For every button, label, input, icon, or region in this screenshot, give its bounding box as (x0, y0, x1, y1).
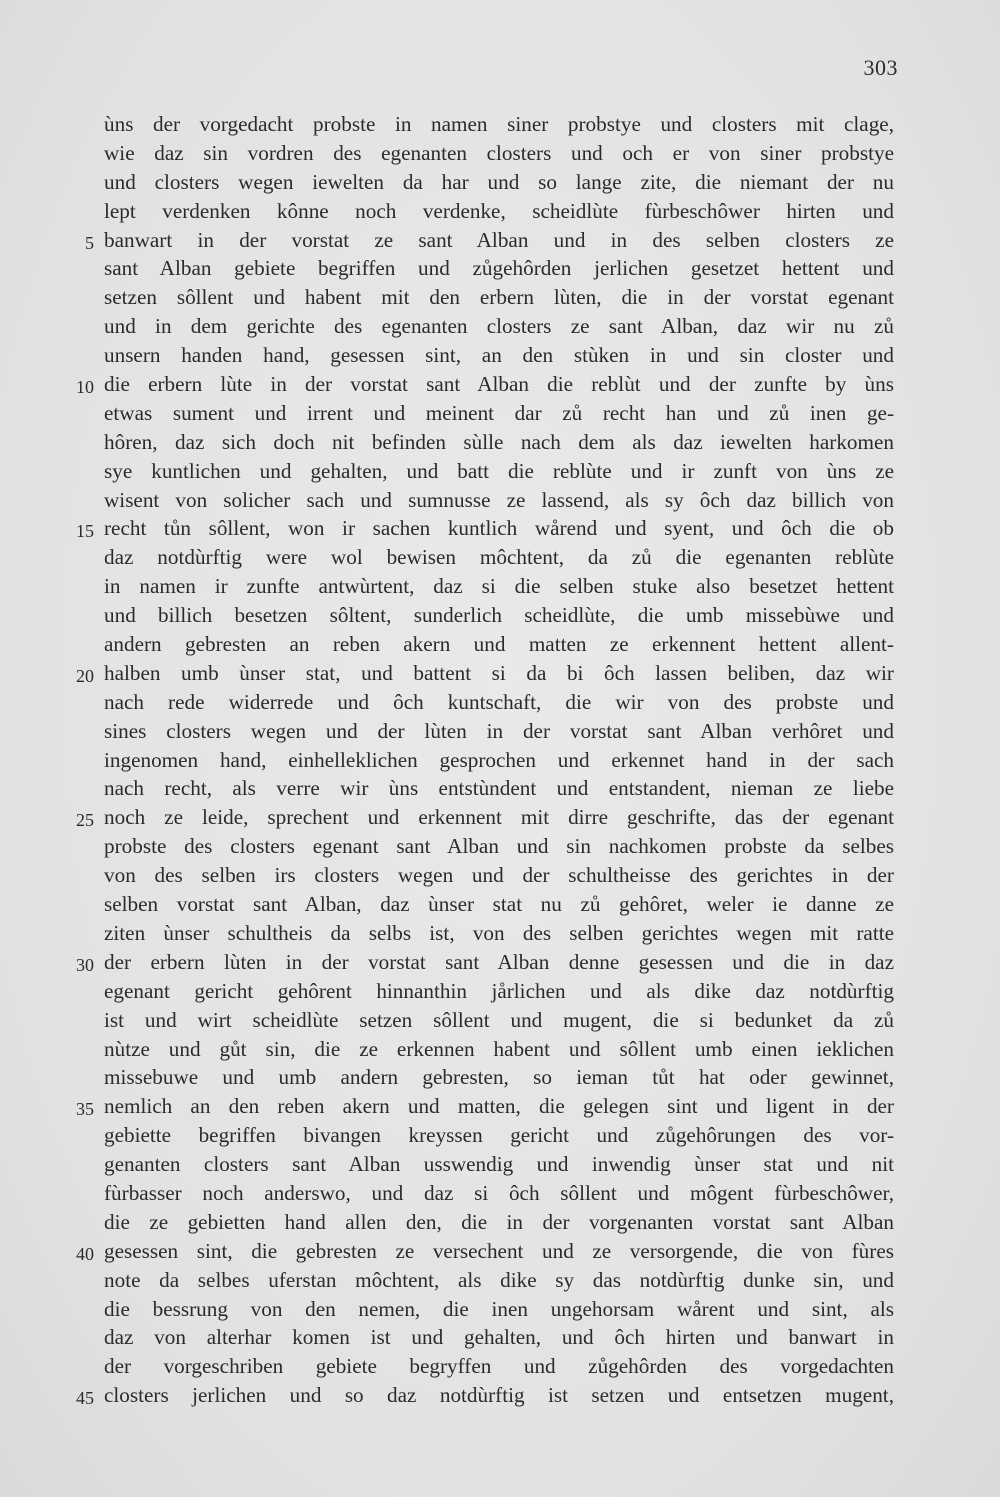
line-text: daz notdùrftig were wol bewisen môchtent, da zů die egenanten reblùte (104, 545, 894, 570)
text-line (0, 514, 1000, 543)
line-text: genanten closters sant Alban usswendig und inwendig ùnser stat und nit (104, 1152, 894, 1177)
line-text: probste des closters egenant sant Alban und sin nachkomen probste da selbes (104, 834, 894, 859)
text-line (0, 572, 1000, 601)
line-text: ùns der vorgedacht probste in namen siner probstye und closters mit clage, (104, 112, 894, 136)
line-text: sant Alban gebiete begriffen und zůgehôrden jerlichen gesetzet hettent und (104, 256, 894, 281)
line-text: daz von alterhar komen ist und gehalten, und ôch hirten und banwart in (104, 1325, 894, 1350)
page-number: 303 (863, 55, 898, 80)
line-text: die bessrung von den nemen, die inen ungehorsam wårent und sint, als (104, 1296, 894, 1321)
line-text: missebuwe und umb andern gebresten, so ieman tůt hat oder gewinnet, (104, 1065, 894, 1090)
line-text: nach rede widerrede und ôch kuntschaft, die wir von des probste und (104, 689, 894, 714)
text-line (0, 1179, 1000, 1208)
text-line (0, 139, 1000, 168)
text-line (0, 1035, 1000, 1064)
line-text: setzen sôllent und habent mit den erbern lùten, die in der vorstat egenant (104, 285, 894, 310)
text-line (0, 1208, 1000, 1237)
text-line (0, 254, 1000, 283)
line-text: die ze gebietten hand allen den, die in der vorgenanten vorstat sant Alban (104, 1209, 894, 1234)
line-text: wie daz sin vordren des egenanten closters und och er von siner probstye (104, 140, 894, 165)
line-text: fùrbasser noch anderswo, und daz si ôch sôllent und môgent fùrbeschôwer, (104, 1180, 894, 1205)
line-text: und billich besetzen sôltent, sunderlich scheidlùte, die umb missebùwe und (104, 603, 894, 628)
text-line (0, 370, 1000, 399)
text-line (0, 1237, 1000, 1266)
text-line (0, 1092, 1000, 1121)
line-number: 40 (76, 1243, 94, 1264)
line-number: 15 (76, 521, 94, 542)
line-text: banwart in der vorstat ze sant Alban und in des selben closters ze (104, 227, 894, 252)
text-line (0, 890, 1000, 919)
line-text: selben vorstat sant Alban, daz ùnser stat nu zů gehôret, weler ie danne ze (104, 892, 894, 917)
text-line (0, 110, 1000, 139)
line-text: und in dem gerichte des egenanten closters ze sant Alban, daz wir nu zů (104, 314, 894, 339)
text-line (0, 861, 1000, 890)
text-line (0, 1295, 1000, 1324)
text-line (0, 1006, 1000, 1035)
line-text: note da selbes uferstan môchtent, als dike sy das notdùrftig dunke sin, und (104, 1267, 894, 1292)
line-text: halben umb ùnser stat, und battent si da bi ôch lassen beliben, daz wir (104, 660, 894, 685)
text-line (0, 977, 1000, 1006)
line-text: noch ze leide, sprechent und erkennent mit dirre geschrifte, das der egenant (104, 805, 894, 830)
line-text: recht tůn sôllent, won ir sachen kuntlich wårend und syent, und ôch die ob (104, 516, 894, 541)
text-line (0, 659, 1000, 688)
text-line (0, 601, 1000, 630)
text-line (0, 1323, 1000, 1352)
text-line (0, 717, 1000, 746)
line-text: nach recht, als verre wir ùns entstùndent und entstandent, nieman ze liebe (104, 776, 894, 801)
text-line (0, 803, 1000, 832)
text-line (0, 399, 1000, 428)
line-number: 35 (76, 1099, 94, 1120)
line-text: sines closters wegen und der lùten in der vorstat sant Alban verhôret und (104, 718, 894, 743)
text-line (0, 1063, 1000, 1092)
text-line (0, 197, 1000, 226)
line-text: in namen ir zunfte antwùrtent, daz si die selben stuke also besetzet hettent (104, 574, 894, 599)
line-number: 10 (76, 377, 94, 398)
line-text: unsern handen hand, gesessen sint, an den stùken in und sin closter und (104, 343, 894, 368)
text-line (0, 457, 1000, 486)
line-text: closters jerlichen und so daz notdùrftig ist setzen und entsetzen mugent, (104, 1383, 894, 1408)
line-number: 45 (76, 1388, 94, 1409)
text-line (0, 1352, 1000, 1381)
line-number: 20 (76, 665, 94, 686)
line-text: von des selben irs closters wegen und der schultheisse des gerichtes in der (104, 863, 894, 888)
line-number: 30 (76, 954, 94, 975)
text-line (0, 1266, 1000, 1295)
text-line (0, 1150, 1000, 1179)
line-text: und closters wegen iewelten da har und so lange zite, die niemant der nu (104, 169, 894, 194)
line-text: wisent von solicher sach und sumnusse ze lassend, als sy ôch daz billich von (104, 487, 894, 512)
body-text (0, 110, 1000, 1410)
line-text: ziten ùnser schultheis da selbs ist, von des selben gerichtes wegen mit ratte (104, 920, 894, 945)
line-text: nemlich an den reben akern und matten, die gelegen sint und ligent in der (104, 1094, 894, 1119)
text-line (0, 428, 1000, 457)
line-text: ist und wirt scheidlùte setzen sôllent und mugent, die si bedunket da zů (104, 1007, 894, 1032)
line-text: gesessen sint, die gebresten ze versechent und ze versorgende, die von fùres (104, 1238, 894, 1263)
text-line (0, 630, 1000, 659)
text-line (0, 168, 1000, 197)
text-line (0, 283, 1000, 312)
line-number: 5 (85, 232, 94, 253)
line-text: nùtze und gůt sin, die ze erkennen habent und sôllent umb einen ieklichen (104, 1036, 894, 1061)
text-line (0, 832, 1000, 861)
text-line (0, 312, 1000, 341)
text-line (0, 746, 1000, 775)
text-line (0, 948, 1000, 977)
line-text: ingenomen hand, einhelleklichen gesprochen und erkennet hand in der sach (104, 747, 894, 772)
text-line (0, 1121, 1000, 1150)
text-line (0, 543, 1000, 572)
text-line (0, 919, 1000, 948)
text-line (0, 774, 1000, 803)
text-line (0, 486, 1000, 515)
line-text: die erbern lùte in der vorstat sant Alban die reblùt und der zunfte by ùns (104, 372, 894, 397)
line-text: der erbern lùten in der vorstat sant Alban denne gesessen und die in daz (104, 949, 894, 974)
line-number: 25 (76, 810, 94, 831)
text-line (0, 226, 1000, 255)
line-text: gebiette begriffen bivangen kreyssen gericht und zůgehôrungen des vor- (104, 1123, 894, 1148)
line-text: lept verdenken kônne noch verdenke, scheidlùte fùrbeschôwer hirten und (104, 198, 894, 223)
line-text: egenant gericht gehôrent hinnanthin jårlichen und als dike daz notdùrftig (104, 978, 894, 1003)
text-line (0, 688, 1000, 717)
line-text: etwas sument und irrent und meinent dar zů recht han und zů inen ge- (104, 400, 894, 425)
line-text: hôren, daz sich doch nit befinden sùlle nach dem als daz iewelten harkomen (104, 429, 894, 454)
text-line (0, 1381, 1000, 1410)
line-text: sye kuntlichen und gehalten, und batt die reblùte und ir zunft von ùns ze (104, 458, 894, 483)
line-text: andern gebresten an reben akern und matten ze erkennent hettent allent- (104, 632, 894, 657)
text-line (0, 341, 1000, 370)
line-text: der vorgeschriben gebiete begryffen und zůgehôrden des vorgedachten (104, 1354, 894, 1379)
